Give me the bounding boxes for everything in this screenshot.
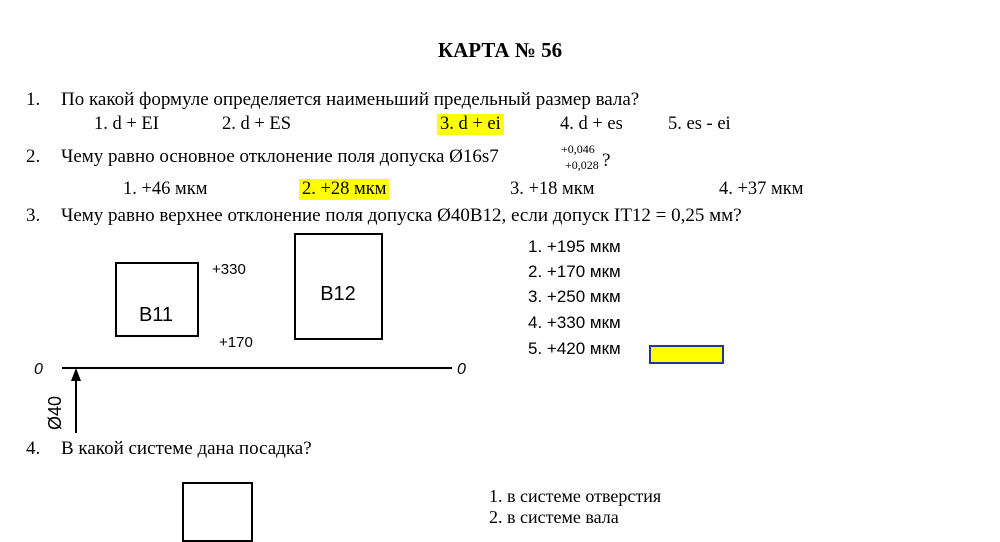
option-2: 2. d + ES	[222, 114, 292, 134]
question-text: В какой системе дана посадка?	[61, 438, 312, 459]
option-3: 3. +18 мкм	[510, 179, 595, 199]
upper-value-label: +330	[212, 261, 246, 278]
lower-value-label: +170	[219, 334, 253, 351]
question-tail: ?	[602, 150, 611, 171]
arrow-head-icon	[71, 368, 81, 381]
question-text: Чему равно основное отклонение поля допуска Ø16s7	[61, 146, 499, 167]
box-b11-label: B11	[138, 304, 174, 326]
highlight-marker	[649, 345, 724, 364]
upper-deviation: +0,046	[561, 142, 595, 156]
answer-3: 3. +250 мкм	[528, 287, 621, 306]
fit-box	[182, 482, 253, 542]
question-text: Чему равно верхнее отклонение поля допуска Ø40В12, если допуск IT12 = 0,25 мм?	[61, 205, 742, 226]
option-1: 1. d + EI	[94, 114, 159, 134]
answer-1: 1. в системе отверстия	[489, 486, 662, 506]
option-2-highlighted: 2. +28 мкм	[299, 179, 389, 200]
lower-deviation: +0,028	[565, 158, 599, 172]
diameter-label: Ø40	[45, 395, 65, 430]
question-number: 2.	[26, 146, 41, 167]
question-number: 1.	[26, 89, 41, 110]
box-b12-label: B12	[320, 283, 356, 305]
question-number: 3.	[26, 205, 41, 226]
answer-5: 5. +420 мкм	[528, 339, 621, 358]
zero-left-label: 0	[34, 361, 43, 378]
answer-2: 2. +170 мкм	[528, 262, 621, 281]
option-3-highlighted: 3. d + ei	[437, 114, 504, 135]
question-text: По какой формуле определяется наименьший предельный размер вала?	[61, 89, 640, 110]
zero-right-label: 0	[457, 361, 466, 378]
option-4: 4. +37 мкм	[719, 179, 804, 199]
answer-4: 4. +330 мкм	[528, 313, 621, 332]
page-title: КАРТА № 56	[437, 38, 563, 62]
option-1: 1. +46 мкм	[123, 179, 208, 199]
question-number: 4.	[26, 438, 41, 459]
option-5: 5. es - ei	[668, 114, 731, 134]
answer-2: 2. в системе вала	[489, 507, 619, 527]
option-4: 4. d + es	[560, 114, 623, 134]
answer-1: 1. +195 мкм	[528, 237, 621, 256]
